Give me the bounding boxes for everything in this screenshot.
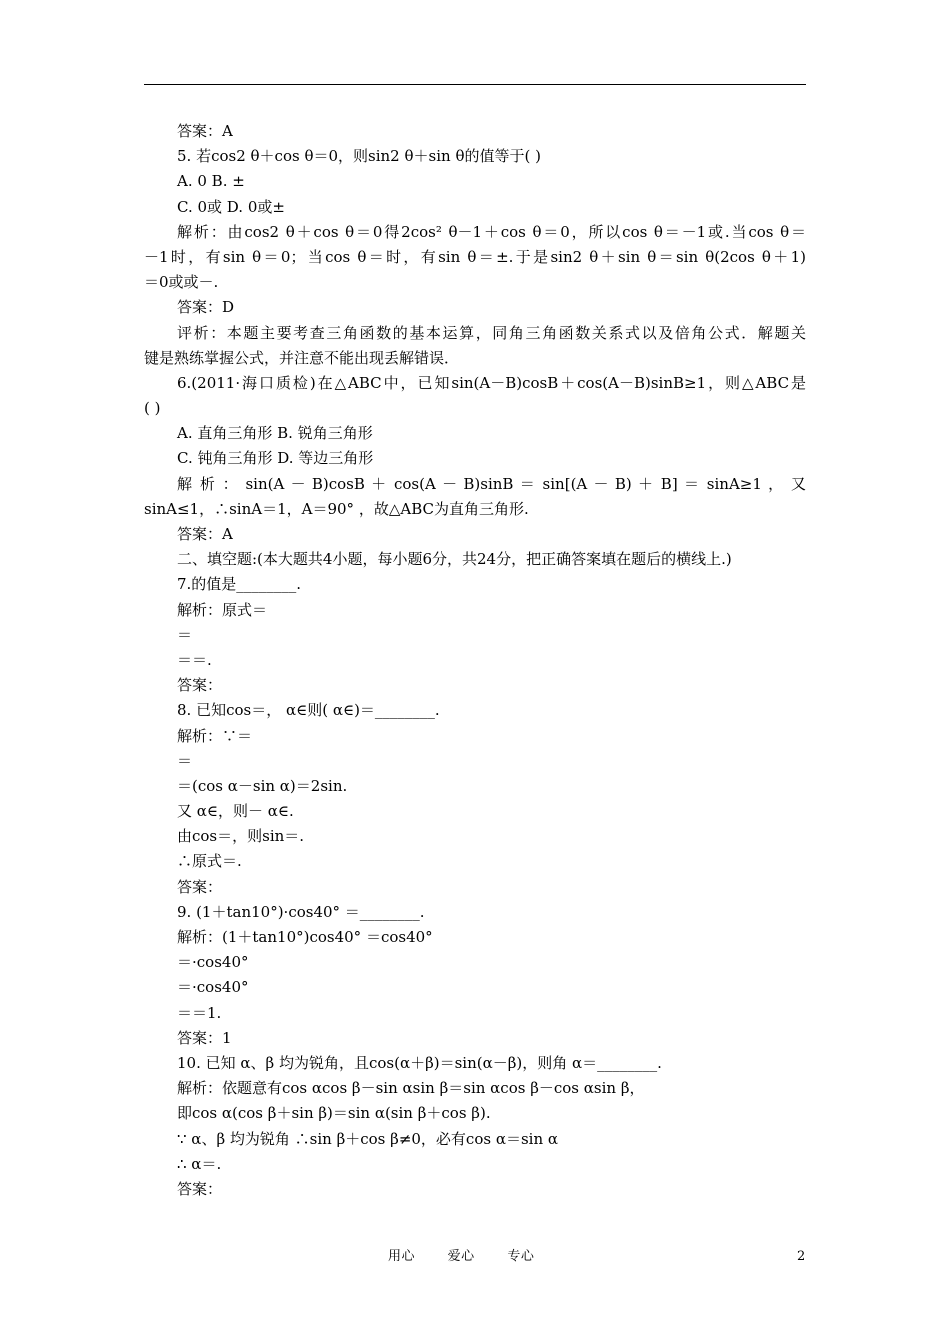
text-line: 二、填空题:(本大题共4小题，每小题6分，共24分，把正确答案填在题后的横线上.)	[177, 550, 732, 569]
text-line: 6.(2011·海口质检)在△ABC中，已知sin(A－B)cosB＋cos(A－B)sinB≥1，则△ABC是	[177, 373, 806, 392]
text-line: 10. 已知 α、β 均为锐角，且cos(α＋β)＝sin(α－β)，则角 α＝________.	[177, 1053, 662, 1072]
text-line: ＝·cos40°	[177, 953, 249, 972]
text-line: 答案：A	[177, 525, 233, 543]
footer-slogan	[388, 1247, 562, 1267]
text-line: ＝＝1.	[177, 1003, 222, 1022]
text-line: 键是熟练掌握公式，并注意不能出现丢解错误．	[144, 348, 460, 367]
text-line: 解析：(1＋tan10°)cos40° ＝cos40°	[177, 928, 433, 946]
text-line: 解析：∵＝	[177, 726, 253, 745]
text-line: 解析：原式＝	[177, 600, 268, 619]
text-line: 解析：依题意有cos αcos β－sin αsin β＝sin αcos β－cos αsin β，	[177, 1079, 645, 1098]
text-line: 答案：	[177, 676, 223, 695]
text-line: 评析：本题主要考查三角函数的基本运算，同角三角函数关系式以及倍角公式．解题关	[177, 323, 806, 342]
text-line: ∴ α＝.	[177, 1154, 222, 1173]
text-line: 答案：D	[177, 298, 235, 317]
text-line: 5. 若cos2 θ＋cos θ＝0，则sin2 θ＋sin θ的值等于( )	[177, 147, 541, 166]
text-line: 7.的值是________.	[177, 575, 302, 594]
text-line: 即cos α(cos β＋sin β)＝sin α(sin β＋cos β).	[177, 1104, 491, 1123]
text-line: C. 钝角三角形 D. 等边三角形	[177, 449, 374, 468]
text-line: 答案：	[177, 877, 223, 896]
text-line: ＝＝.	[177, 650, 212, 669]
text-line: C. 0或 D. 0或±	[177, 197, 285, 216]
text-line: ∵ α、β 均为锐角 ∴sin β＋cos β≠0，必有cos α＝sin α	[177, 1129, 559, 1148]
text-line: 答案：	[177, 1179, 223, 1198]
text-line: 由cos＝，则sin＝.	[177, 827, 305, 846]
text-line: ( )	[144, 399, 161, 418]
text-line: 解析：由cos2 θ＋cos θ＝0得2cos² θ－1＋cos θ＝0，所以cos θ＝－1或.当cos θ＝	[177, 222, 806, 241]
text-line: 答案：A	[177, 122, 233, 140]
header-rule	[144, 84, 806, 85]
footer-word: 专心	[507, 1249, 535, 1264]
text-line: 8. 已知cos＝， α∈则( α∈)＝________.	[177, 701, 440, 720]
text-line: 答案：1	[177, 1028, 232, 1047]
text-line: 9. (1＋tan10°)·cos40° ＝________.	[177, 902, 425, 921]
text-line: ∴原式＝.	[177, 852, 242, 871]
text-line: ＝	[177, 751, 193, 770]
text-line: ＝(cos α－sin α)＝2sin.	[177, 776, 348, 795]
footer-word: 爱心	[447, 1249, 475, 1264]
text-line: A. 直角三角形 B. 锐角三角形	[177, 424, 373, 443]
text-line: ＝	[177, 625, 193, 644]
text-line: －1时，有sin θ＝0；当cos θ＝时，有sin θ＝±.于是sin2 θ＋sin θ＝sin θ(2cos θ＋1)	[144, 247, 806, 266]
text-line: ＝·cos40°	[177, 978, 249, 997]
text-line: 解 析 ： sin(A － B)cosB ＋ cos(A － B)sinB ＝ sin[(A － B) ＋ B] ＝ sinA≥1 ， 又	[177, 474, 806, 493]
text-line: 又 α∈，则－ α∈.	[177, 802, 294, 821]
footer-word: 用心	[388, 1249, 416, 1264]
text-line: A. 0 B. ±	[177, 172, 245, 191]
text-line: sinA≤1，∴sinA＝1，A＝90° ，故△ABC为直角三角形.	[144, 499, 529, 518]
page-number: 2	[797, 1249, 806, 1264]
document-body	[144, 119, 806, 1202]
page-footer	[0, 1247, 950, 1267]
text-line: ＝0或或－.	[144, 273, 219, 292]
